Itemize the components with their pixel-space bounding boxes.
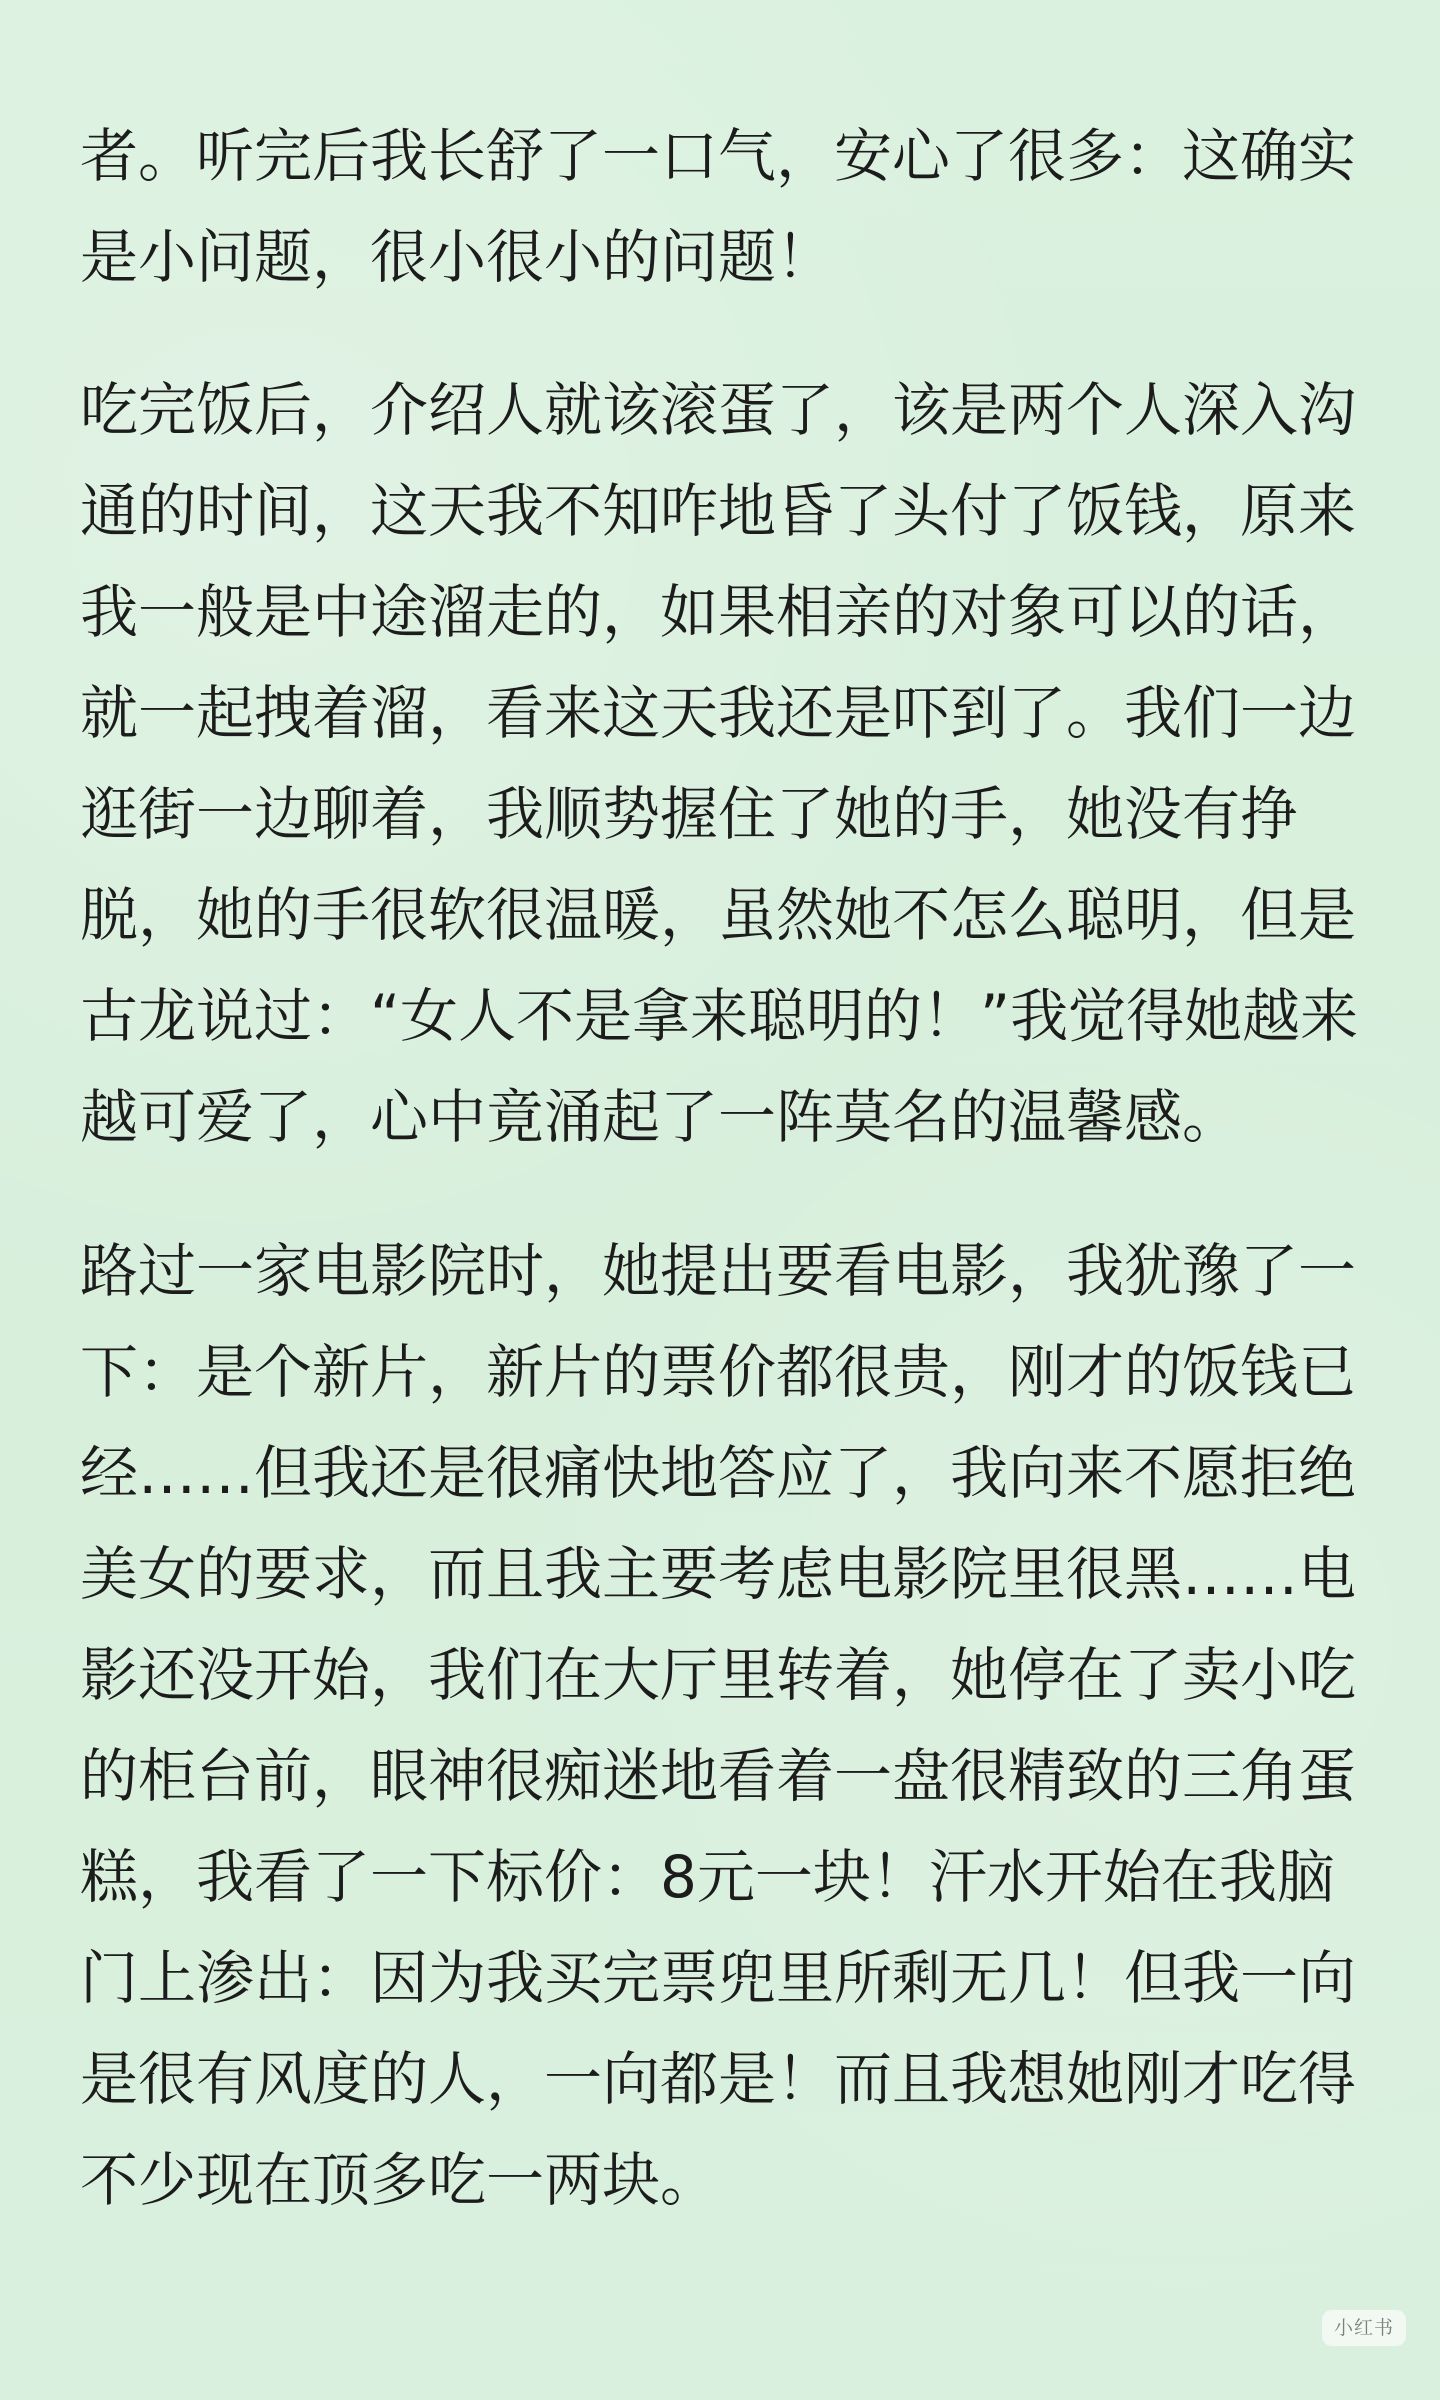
watermark: 小红书 (1322, 2310, 1406, 2346)
paragraph-3: 路过一家电影院时，她提出要看电影，我犹豫了一下：是个新片，新片的票价都很贵，刚才的饭钱已经……但我还是很痛快地答应了，我向来不愿拒绝美女的要求，而且我主要考虑电影院里很黑……电影还没开始，我们在大厅里转着，她停在了卖小吃的柜台前，眼神很痴迷地看着一盘很精致的三角蛋糕，我看了一下标价：8元一块！汗水开始在我脑门上渗出：因为我买完票兜里所剩无几！但我一向是很有风度的人，一向都是！而且我想她刚才吃得不少现在顶多吃一两块。 (80, 1237, 1357, 2214)
paragraph-1: 者。听完后我长舒了一口气，安心了很多：这确实是小问题，很小很小的问题！ (80, 122, 1357, 291)
paragraph-2: 吃完饭后，介绍人就该滚蛋了，该是两个人深入沟通的时间，这天我不知咋地昏了头付了饭钱，原来我一般是中途溜走的，如果相亲的对象可以的话，就一起拽着溜，看来这天我还是吓到了。我们一边逛街一边聊着，我顺势握住了她的手，她没有挣脱，她的手很软很温暖，虽然她不怎么聪明，但是古龙说过：“女人不是拿来聪明的！”我觉得她越来越可爱了，心中竟涌起了一阵莫名的温馨感。 (80, 376, 1359, 1151)
article-body (80, 106, 1360, 2231)
